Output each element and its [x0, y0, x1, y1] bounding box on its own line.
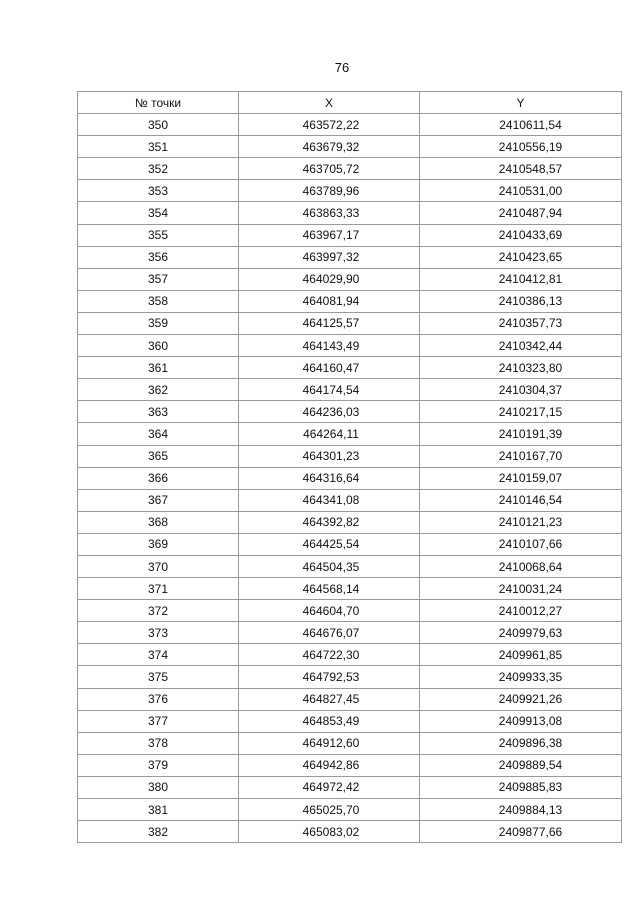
cell-x: 463679,32	[239, 136, 420, 158]
cell-point-number: 358	[78, 290, 239, 312]
cell-x: 463863,33	[239, 202, 420, 224]
cell-x: 464316,64	[239, 467, 420, 489]
cell-x: 464301,23	[239, 445, 420, 467]
cell-x: 464341,08	[239, 489, 420, 511]
cell-x: 464604,70	[239, 600, 420, 622]
table-row	[78, 600, 622, 622]
cell-y: 2409961,85	[420, 644, 622, 666]
table-body	[78, 114, 622, 843]
table-row	[78, 799, 622, 821]
table-row	[78, 821, 622, 843]
cell-y: 2410611,54	[420, 114, 622, 136]
table-row	[78, 467, 622, 489]
table-row	[78, 776, 622, 798]
cell-point-number: 350	[78, 114, 239, 136]
cell-y: 2410167,70	[420, 445, 622, 467]
table-row	[78, 622, 622, 644]
table-row	[78, 578, 622, 600]
cell-point-number: 372	[78, 600, 239, 622]
table-row	[78, 158, 622, 180]
cell-x: 464392,82	[239, 511, 420, 533]
table-row	[78, 555, 622, 577]
cell-point-number: 352	[78, 158, 239, 180]
table-row	[78, 114, 622, 136]
cell-y: 2409889,54	[420, 754, 622, 776]
table-row	[78, 246, 622, 268]
cell-y: 2410159,07	[420, 467, 622, 489]
header-y: Y	[420, 92, 622, 114]
coordinates-table	[77, 91, 622, 843]
cell-point-number: 361	[78, 357, 239, 379]
table-row	[78, 644, 622, 666]
table-row	[78, 357, 622, 379]
table-row	[78, 533, 622, 555]
cell-x: 465083,02	[239, 821, 420, 843]
table-row	[78, 312, 622, 334]
table-row	[78, 423, 622, 445]
cell-x: 463997,32	[239, 246, 420, 268]
cell-point-number: 366	[78, 467, 239, 489]
table-header	[78, 92, 622, 114]
table-row	[78, 379, 622, 401]
cell-point-number: 378	[78, 732, 239, 754]
cell-x: 464236,03	[239, 401, 420, 423]
header-x: X	[239, 92, 420, 114]
table-row	[78, 489, 622, 511]
cell-point-number: 380	[78, 776, 239, 798]
cell-point-number: 365	[78, 445, 239, 467]
cell-point-number: 369	[78, 533, 239, 555]
cell-y: 2410107,66	[420, 533, 622, 555]
cell-x: 464942,86	[239, 754, 420, 776]
table-row	[78, 136, 622, 158]
cell-point-number: 368	[78, 511, 239, 533]
table-row	[78, 268, 622, 290]
cell-y: 2410304,37	[420, 379, 622, 401]
cell-y: 2410531,00	[420, 180, 622, 202]
cell-y: 2409913,08	[420, 710, 622, 732]
cell-point-number: 379	[78, 754, 239, 776]
cell-x: 464029,90	[239, 268, 420, 290]
cell-y: 2410146,54	[420, 489, 622, 511]
cell-y: 2410068,64	[420, 555, 622, 577]
cell-point-number: 356	[78, 246, 239, 268]
header-point-number: № точки	[78, 92, 239, 114]
cell-y: 2409896,38	[420, 732, 622, 754]
cell-x: 465025,70	[239, 799, 420, 821]
cell-point-number: 381	[78, 799, 239, 821]
table-row	[78, 511, 622, 533]
cell-y: 2410433,69	[420, 224, 622, 246]
cell-y: 2410487,94	[420, 202, 622, 224]
cell-x: 464676,07	[239, 622, 420, 644]
cell-x: 464264,11	[239, 423, 420, 445]
cell-x: 464160,47	[239, 357, 420, 379]
cell-y: 2410548,57	[420, 158, 622, 180]
header-row	[78, 92, 622, 114]
cell-y: 2410191,39	[420, 423, 622, 445]
cell-point-number: 360	[78, 335, 239, 357]
cell-y: 2410121,23	[420, 511, 622, 533]
cell-x: 464827,45	[239, 688, 420, 710]
cell-x: 464792,53	[239, 666, 420, 688]
cell-x: 464912,60	[239, 732, 420, 754]
page-number: 76	[334, 60, 350, 75]
cell-y: 2410031,24	[420, 578, 622, 600]
table-row	[78, 180, 622, 202]
cell-x: 463705,72	[239, 158, 420, 180]
cell-x: 463572,22	[239, 114, 420, 136]
cell-y: 2409885,83	[420, 776, 622, 798]
table-row	[78, 732, 622, 754]
cell-point-number: 375	[78, 666, 239, 688]
cell-x: 464504,35	[239, 555, 420, 577]
cell-point-number: 374	[78, 644, 239, 666]
cell-y: 2409884,13	[420, 799, 622, 821]
cell-y: 2410386,13	[420, 290, 622, 312]
cell-y: 2409921,26	[420, 688, 622, 710]
cell-x: 464081,94	[239, 290, 420, 312]
cell-x: 464972,42	[239, 776, 420, 798]
cell-point-number: 363	[78, 401, 239, 423]
cell-y: 2409979,63	[420, 622, 622, 644]
cell-point-number: 359	[78, 312, 239, 334]
cell-point-number: 367	[78, 489, 239, 511]
cell-y: 2410423,65	[420, 246, 622, 268]
cell-point-number: 376	[78, 688, 239, 710]
cell-point-number: 382	[78, 821, 239, 843]
cell-point-number: 362	[78, 379, 239, 401]
cell-y: 2410412,81	[420, 268, 622, 290]
cell-y: 2410357,73	[420, 312, 622, 334]
cell-x: 464853,49	[239, 710, 420, 732]
table-row	[78, 688, 622, 710]
cell-point-number: 377	[78, 710, 239, 732]
table-row	[78, 710, 622, 732]
cell-y: 2409877,66	[420, 821, 622, 843]
table-row	[78, 290, 622, 312]
cell-y: 2410217,15	[420, 401, 622, 423]
table-row	[78, 401, 622, 423]
cell-point-number: 364	[78, 423, 239, 445]
cell-x: 464143,49	[239, 335, 420, 357]
cell-point-number: 373	[78, 622, 239, 644]
cell-point-number: 371	[78, 578, 239, 600]
cell-x: 463967,17	[239, 224, 420, 246]
table-row	[78, 202, 622, 224]
cell-point-number: 353	[78, 180, 239, 202]
cell-x: 463789,96	[239, 180, 420, 202]
table-row	[78, 224, 622, 246]
cell-point-number: 355	[78, 224, 239, 246]
cell-y: 2410556,19	[420, 136, 622, 158]
cell-y: 2410342,44	[420, 335, 622, 357]
cell-x: 464125,57	[239, 312, 420, 334]
table-row	[78, 754, 622, 776]
cell-y: 2410012,27	[420, 600, 622, 622]
cell-y: 2410323,80	[420, 357, 622, 379]
cell-point-number: 357	[78, 268, 239, 290]
cell-point-number: 354	[78, 202, 239, 224]
cell-x: 464722,30	[239, 644, 420, 666]
cell-point-number: 370	[78, 555, 239, 577]
cell-x: 464568,14	[239, 578, 420, 600]
cell-y: 2409933,35	[420, 666, 622, 688]
table-row	[78, 666, 622, 688]
cell-x: 464174,54	[239, 379, 420, 401]
cell-point-number: 351	[78, 136, 239, 158]
cell-x: 464425,54	[239, 533, 420, 555]
table-row	[78, 445, 622, 467]
table-row	[78, 335, 622, 357]
